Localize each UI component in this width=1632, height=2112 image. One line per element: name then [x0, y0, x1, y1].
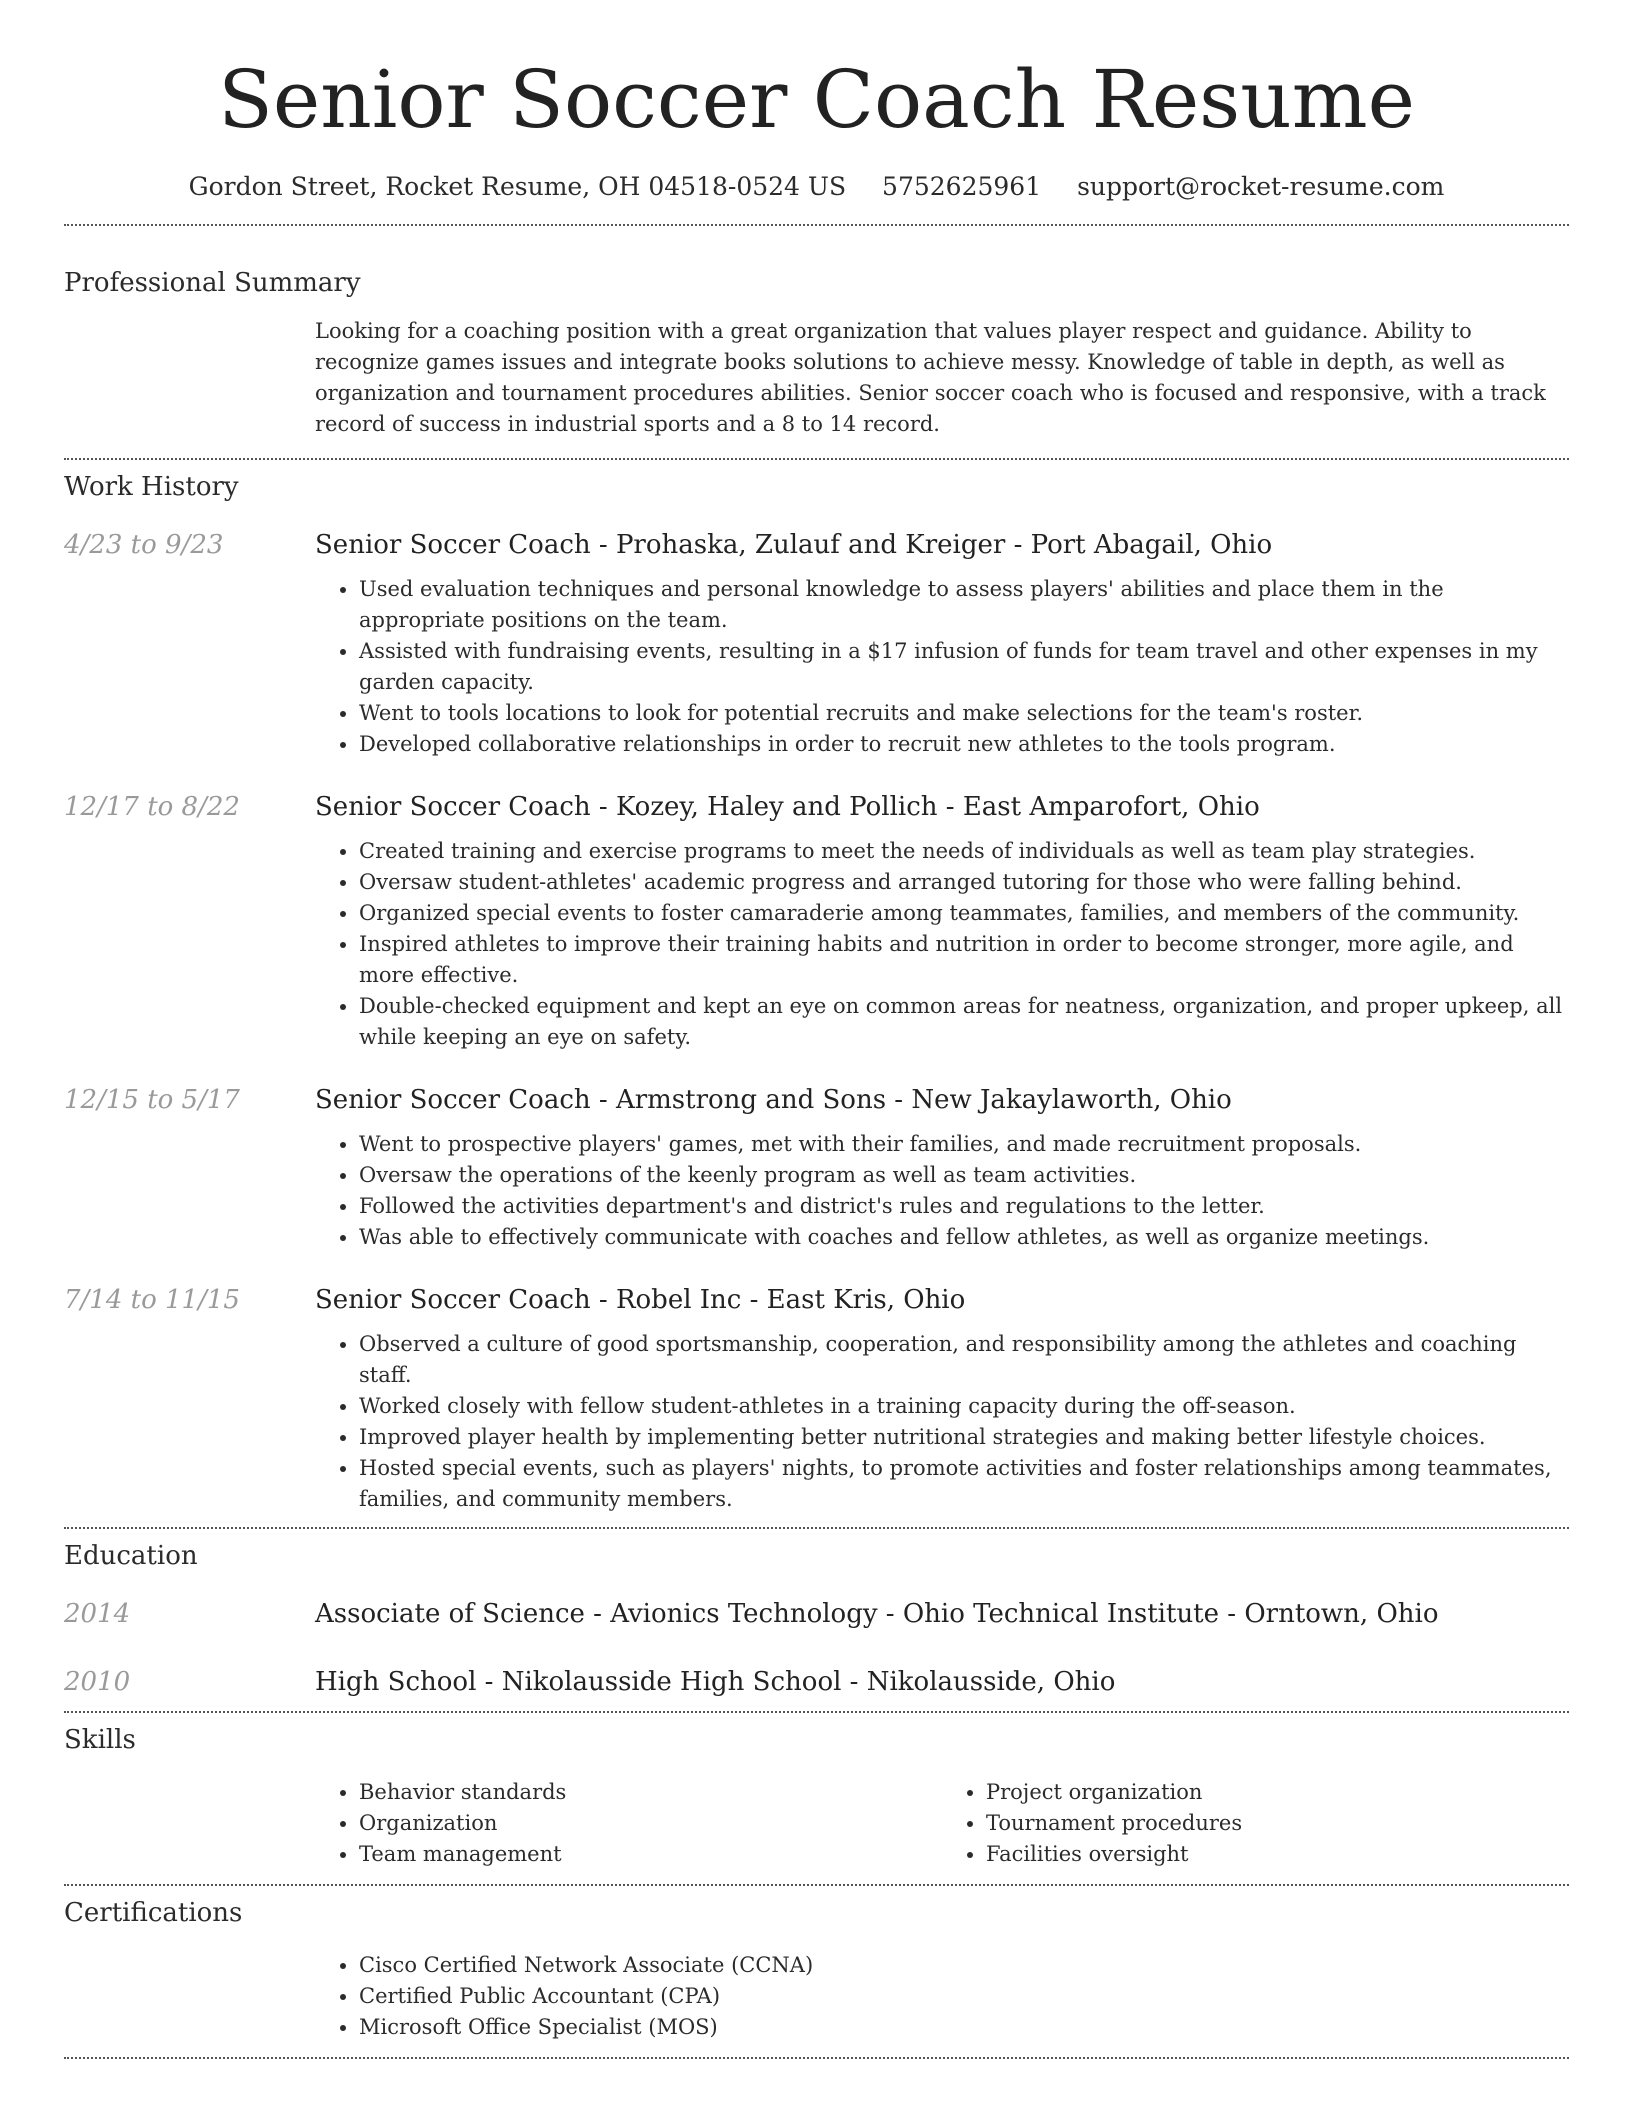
list-item: • Microsoft Office Specialist (MOS): [359, 2012, 1569, 2043]
education-text: High School - Nikolausside High School - Nikolausside, Ohio: [315, 1667, 1116, 1697]
job-bullets: [315, 836, 1569, 1053]
list-item: • Improved player health by implementing better nutritional strategies and making better lifestyle choices.: [359, 1422, 1569, 1453]
list-item: • Went to tools locations to look for potential recruits and make selections for the team's roster.: [359, 698, 1569, 729]
job-bullets: [315, 1329, 1569, 1515]
list-item: • Behavior standards: [359, 1777, 942, 1808]
skills-heading: Skills: [64, 1725, 136, 1755]
certifications-list: [315, 1950, 1569, 2043]
list-item: • Inspired athletes to improve their training habits and nutrition in order to become stronger, more agile, and more effective.: [359, 929, 1569, 991]
job-entry: [64, 528, 1569, 760]
contact-line: [64, 170, 1569, 204]
list-item: • Certified Public Accountant (CPA): [359, 1981, 1569, 2012]
job-title: Senior Soccer Coach - Kozey, Haley and Pollich - East Amparofort, Ohio: [315, 792, 1260, 822]
job-entry: [64, 790, 1569, 1053]
list-item: • Was able to effectively communicate with coaches and fellow athletes, as well as organize meetings.: [359, 1222, 1569, 1253]
job-title: Senior Soccer Coach - Armstrong and Sons - New Jakaylaworth, Ohio: [315, 1085, 1232, 1115]
divider: [64, 2057, 1569, 2059]
certifications-section: [64, 1886, 1569, 2057]
list-item: • Facilities oversight: [986, 1839, 1569, 1870]
list-item: • Created training and exercise programs to meet the needs of individuals as well as team play strategies.: [359, 836, 1569, 867]
list-item: • Tournament procedures: [986, 1808, 1569, 1839]
education-entry: [64, 1665, 1569, 1699]
list-item: • Oversaw the operations of the keenly program as well as team activities.: [359, 1160, 1569, 1191]
skills-section: [64, 1713, 1569, 1884]
skills-list-left: [315, 1777, 942, 1870]
certifications-heading: Certifications: [64, 1898, 243, 1928]
contact-phone: 5752625961: [882, 172, 1042, 201]
summary-heading: Professional Summary: [64, 268, 361, 298]
list-item: • Oversaw student-athletes' academic progress and arranged tutoring for those who were falling behind.: [359, 867, 1569, 898]
job-entry: [64, 1283, 1569, 1515]
job-bullets: [315, 1129, 1569, 1253]
resume-page: [64, 0, 1569, 2059]
job-dates: 4/23 to 9/23: [64, 530, 224, 560]
work-section: [64, 460, 1569, 1527]
list-item: • Organized special events to foster camaraderie among teammates, families, and members of the community.: [359, 898, 1569, 929]
skills-list-right: [942, 1777, 1569, 1870]
education-year: 2010: [64, 1667, 131, 1697]
list-item: • Organization: [359, 1808, 942, 1839]
education-heading: Education: [64, 1541, 198, 1571]
summary-text: Looking for a coaching position with a great organization that values player respect and guidance. Ability to recognize games issues and integrate books solutions to achieve messy. Knowledge of table in depth, as well as organization and tournament procedures abilities. Senior soccer coach who is focused and responsive, with a track record of success in industrial sports and a 8 to 14 record.: [315, 319, 1546, 436]
job-entry: [64, 1083, 1569, 1253]
work-heading: Work History: [64, 472, 239, 502]
job-dates: 7/14 to 11/15: [64, 1285, 240, 1315]
education-entry: [64, 1597, 1569, 1631]
contact-address: Gordon Street, Rocket Resume, OH 04518-0524 US: [188, 172, 847, 201]
education-text: Associate of Science - Avionics Technology - Ohio Technical Institute - Orntown, Ohio: [315, 1599, 1439, 1629]
education-section: [64, 1529, 1569, 1711]
job-dates: 12/17 to 8/22: [64, 792, 240, 822]
list-item: • Project organization: [986, 1777, 1569, 1808]
list-item: • Developed collaborative relationships in order to recruit new athletes to the tools program.: [359, 729, 1569, 760]
list-item: • Followed the activities department's and district's rules and regulations to the letter.: [359, 1191, 1569, 1222]
list-item: • Cisco Certified Network Associate (CCNA): [359, 1950, 1569, 1981]
list-item: • Used evaluation techniques and personal knowledge to assess players' abilities and place them in the appropriate positions on the team.: [359, 574, 1569, 636]
list-item: • Observed a culture of good sportsmanship, cooperation, and responsibility among the athletes and coaching staff.: [359, 1329, 1569, 1391]
job-title: Senior Soccer Coach - Prohaska, Zulauf and Kreiger - Port Abagail, Ohio: [315, 530, 1273, 560]
list-item: • Hosted special events, such as players' nights, to promote activities and foster relationships among teammates, families, and community members.: [359, 1453, 1569, 1515]
list-item: • Worked closely with fellow student-athletes in a training capacity during the off-season.: [359, 1391, 1569, 1422]
list-item: • Went to prospective players' games, met with their families, and made recruitment proposals.: [359, 1129, 1569, 1160]
resume-title: Senior Soccer Coach Resume: [218, 53, 1415, 146]
list-item: • Double-checked equipment and kept an eye on common areas for neatness, organization, and proper upkeep, all while keeping an eye on safety.: [359, 991, 1569, 1053]
education-year: 2014: [64, 1599, 131, 1629]
contact-email: support@rocket-resume.com: [1077, 172, 1445, 201]
job-title: Senior Soccer Coach - Robel Inc - East Kris, Ohio: [315, 1285, 966, 1315]
summary-section: [64, 226, 1569, 458]
list-item: • Assisted with fundraising events, resulting in a $17 infusion of funds for team travel and other expenses in my garden capacity.: [359, 636, 1569, 698]
job-bullets: [315, 574, 1569, 760]
job-dates: 12/15 to 5/17: [64, 1085, 240, 1115]
list-item: • Team management: [359, 1839, 942, 1870]
